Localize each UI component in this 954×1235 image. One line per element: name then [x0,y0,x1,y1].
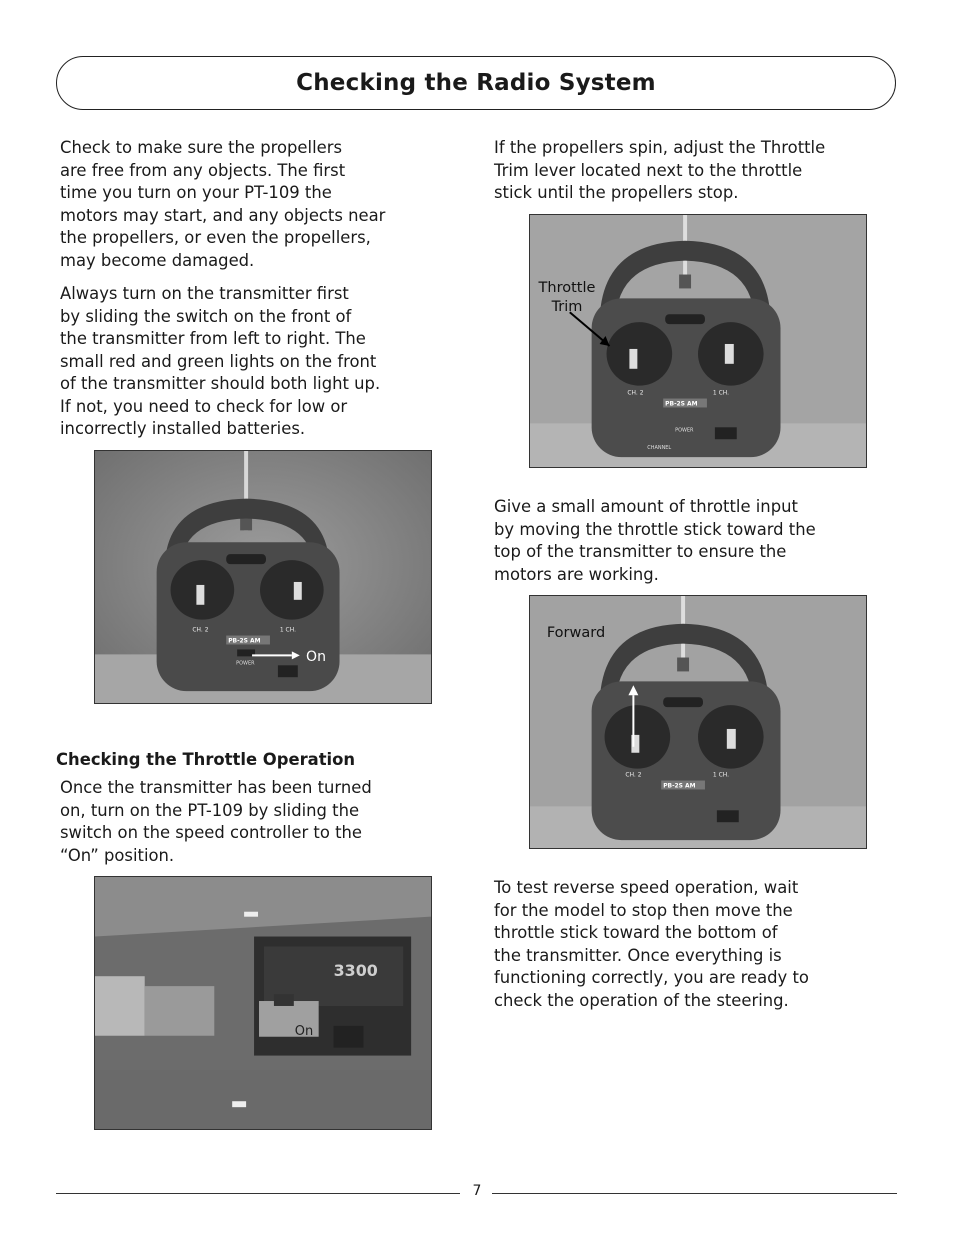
footer-rule-right [492,1193,897,1194]
power-label: POWER [236,660,255,667]
footer-rule-left [56,1193,460,1194]
throttle-operation-heading: Checking the Throttle Operation [56,750,356,769]
battery-label: 3300 [333,961,378,981]
title-banner [56,56,896,110]
right-paragraph-1: If the propellers spin, adjust the Throttle Trim lever located next to the throttle stick until the propellers stop. [494,138,826,202]
throttle-trim-caption: Throttle Trim [538,280,596,315]
right-paragraph-3: To test reverse speed operation, wait for the model to stop then move the throttle stick toward the bottom of the transmitter. Once everything is functioning correctly, you are ready to check the operation of the steering. [494,878,809,1010]
model-label: PB-2S AM [665,400,698,408]
transmitter-power-photo [94,450,432,704]
ch2-label: CH. 2 [625,771,642,779]
left-paragraph-1: Check to make sure the propellers are free from any objects. The first time you turn on your PT-109 the motors may start, and any objects near the propellers, or even the propellers, may become damaged. [60,138,386,270]
left-paragraph-3: Once the transmitter has been turned on, turn on the PT-109 by sliding the switch on the speed controller to the “On” position. [60,778,372,865]
controller-on-caption: On [294,1024,314,1039]
left-paragraph-2: Always turn on the transmitter first by sliding the switch on the front of the transmitter from left to right. The small red and green lights on the front of the transmitter should both light up. If not, you need to check for low or incorrectly installed batteries. [60,284,381,438]
power-on-caption: On [306,649,326,665]
page-number: 7 [472,1183,482,1199]
throttle-forward-photo [529,595,867,849]
model-label: PB-2S AM [228,637,261,645]
channel-label: CHANNEL [647,445,672,452]
ch1-label: 1 CH. [712,389,729,397]
page-title: Checking the Radio System [296,70,656,96]
speed-controller-photo [94,876,432,1130]
right-paragraph-2: Give a small amount of throttle input by moving the throttle stick toward the top of the transmitter to ensure the motors are working. [494,497,816,584]
ch1-label: 1 CH. [279,626,296,634]
ch2-label: CH. 2 [627,389,644,397]
ch2-label: CH. 2 [192,626,209,634]
power-label: POWER [675,427,694,434]
throttle-trim-photo [529,214,867,468]
model-label: PB-2S AM [663,782,696,790]
ch1-label: 1 CH. [712,771,729,779]
forward-caption: Forward [546,625,606,641]
